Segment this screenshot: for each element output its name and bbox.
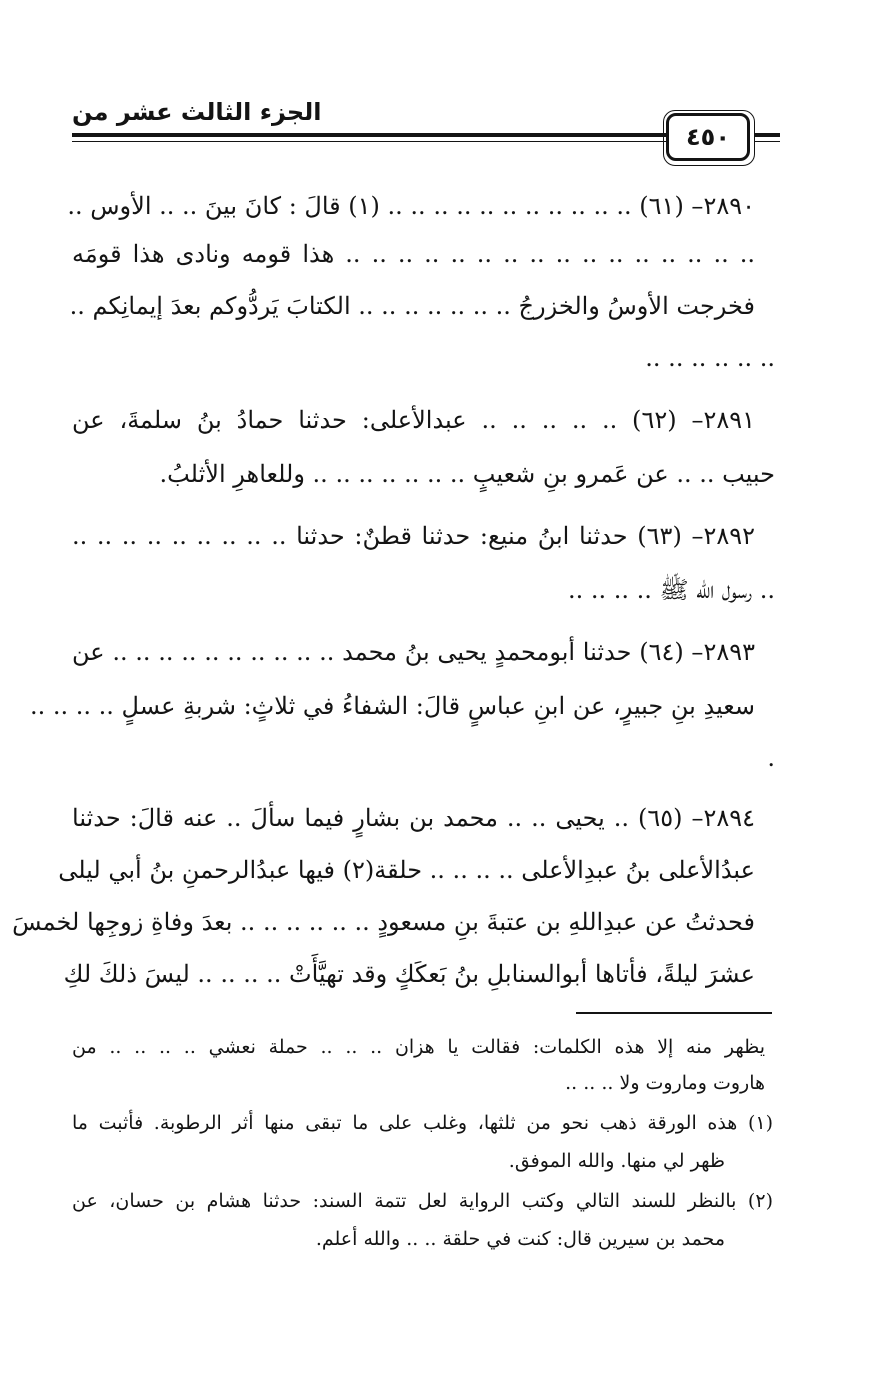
- body-line-5: ٢٨٩١– (٦٢) .. .. .. .. .. عبدالأعلى: حدثنا حمادُ بنُ سلمةَ، عن: [72, 406, 756, 434]
- body-line-10: سعيدِ بنِ جبيرٍ، عن ابنِ عباسٍ قالَ: الشفاءُ في ثلاثٍ: شربةِ عسلٍ .. .. .. ..: [29, 692, 755, 720]
- footnote-separator: [576, 1012, 772, 1014]
- header-rule-thick: [72, 133, 666, 137]
- body-line-13: عبدُالأعلى بنُ عبدِالأعلى .. .. .. .. حلقة(٢) فيها عبدُالرحمنِ بنُ أبي ليلى: [58, 856, 755, 884]
- body-line-12: ٢٨٩٤– (٦٥) .. يحيى .. .. محمد بن بشارٍ فيما سألَ .. عنه قالَ: حدثنا: [72, 804, 756, 832]
- header-rule-right-thin: [754, 141, 780, 142]
- footnote-line-5: (٢) بالنظر للسند التالي وكتب الرواية لعل تتمة السند: حدثنا هشام بن حسان، عن: [72, 1190, 773, 1212]
- page-number: ٤٥٠: [666, 113, 750, 161]
- body-line-7: ٢٨٩٢– (٦٣) حدثنا ابنُ منيع: حدثنا قطنٌ: حدثنا .. .. .. .. .. .. .. .. ..: [72, 522, 756, 550]
- footnote-line-6: محمد بن سيرين قال: كنت في حلقة .. .. والله أعلم.: [315, 1228, 725, 1250]
- body-line-11: .: [767, 744, 775, 772]
- body-line-8: .. رسول الله ﷺ .. .. .. ..: [568, 576, 775, 604]
- body-line-14: فحدثتُ عن عبدِاللهِ بن عتبةَ بنِ مسعودٍ .. .. .. .. .. .. بعدَ وفاةِ زوجِها لخمسَ: [12, 908, 755, 936]
- header-rule-thin: [72, 141, 666, 142]
- body-line-3: فخرجت الأوسُ والخزرجُ .. .. .. .. .. .. .. الكتابَ يَردُّوكم بعدَ إيمانِكم ..: [69, 292, 755, 320]
- footnote-line-1: يظهر منه إلا هذه الكلمات: فقالت يا هزان .. .. .. حملة نعشي .. .. .. .. من: [72, 1036, 765, 1058]
- running-header-title: الجزء الثالث عشر من: [72, 98, 322, 126]
- body-line-4: .. .. .. .. .. ..: [645, 344, 775, 372]
- body-line-6: حبيب .. .. عن عَمرو بنِ شعيبٍ .. .. .. .. .. .. .. وللعاهرِ الأثلبُ.: [159, 460, 775, 488]
- footnote-line-4: ظهر لي منها. والله الموفق.: [508, 1150, 725, 1172]
- body-line-2: .. .. .. .. .. .. .. .. .. .. .. .. .. .. .. .. هذا قومه ونادى هذا قومَه: [72, 240, 755, 268]
- footnote-line-3: (١) هذه الورقة ذهب نحو من ثلثها، وغلب على ما تبقى منها أثر الرطوبة. فأثبت ما: [72, 1112, 773, 1134]
- header-rule-right-thick: [754, 133, 780, 137]
- body-line-9: ٢٨٩٣– (٦٤) حدثنا أبومحمدٍ يحيى بنُ محمد .. .. .. .. .. .. .. .. .. .. عن: [72, 638, 755, 666]
- body-line-15: عشرَ ليلةً، فأتاها أبوالسنابلِ بنُ بَعكَكٍ وقد تهيَّأَتْ .. .. .. .. ليسَ ذلكَ لكِ: [63, 960, 755, 988]
- body-line-1: ٢٨٩٠– (٦١) .. .. .. .. .. .. .. .. .. .. .. (١) قالَ : كانَ بينَ .. .. الأوس ..: [67, 192, 755, 220]
- footnote-line-2: هاروت وماروت ولا .. .. ..: [565, 1072, 765, 1094]
